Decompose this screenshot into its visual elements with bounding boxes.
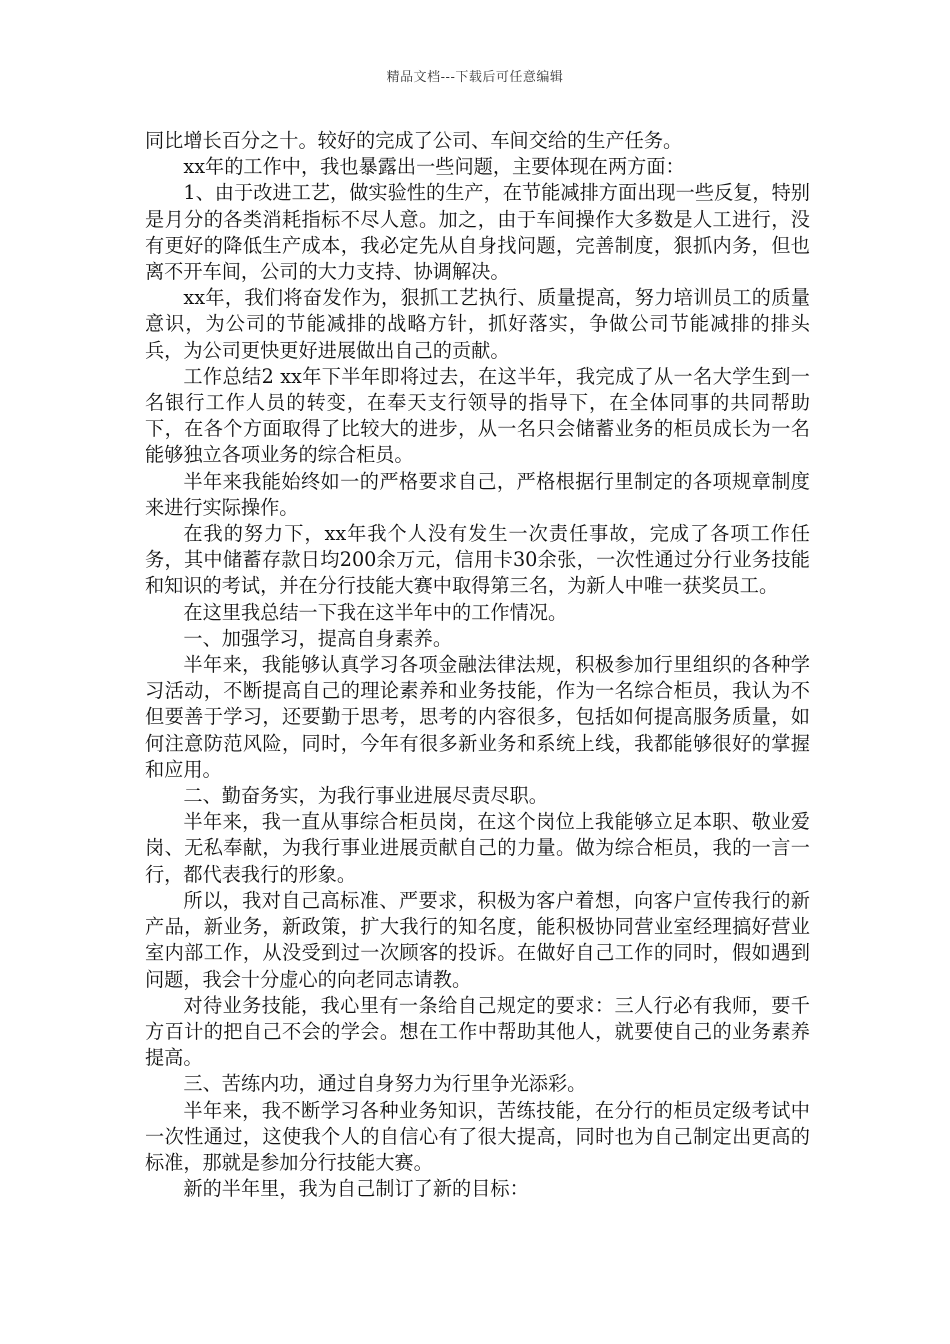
- paragraph-12: 半年来，我一直从事综合柜员岗，在这个岗位上我能够立足本职、敬业爱岗、无私奉献，为我行事业进展贡献自己的力量。做为综合柜员，我的一言一行，都代表我行的形象。: [145, 810, 810, 886]
- paragraph-8: 在这里我总结一下我在这半年中的工作情况。: [183, 600, 568, 624]
- section-heading-3: 三、苦练内功，通过自身努力为行里争光添彩。: [183, 1072, 587, 1096]
- paragraph-1: 同比增长百分之十。较好的完成了公司、车间交给的生产任务。: [145, 129, 683, 152]
- paragraph-2: xx年的工作中，我也暴露出一些问题，主要体现在两方面：: [183, 155, 685, 179]
- paragraph-13: 所以，我对自己高标准、严要求，积极为客户着想，向客户宣传我行的新产品，新业务，新政策，扩大我行的知名度，能积极协同营业室经理搞好营业室内部工作，从没受到过一次顾客的投诉。在做好自己工作的同时，假如遇到问题，我会十分虚心的向老同志请教。: [145, 888, 810, 991]
- paragraph-4: xx年，我们将奋发作为，狠抓工艺执行、质量提高，努力培训员工的质量意识，为公司的节能减排的战略方针，抓好落实，争做公司节能减排的排头兵，为公司更快更好进展做出自己的贡献。: [145, 286, 810, 362]
- paragraph-5: 工作总结2 xx年下半年即将过去，在这半年，我完成了从一名大学生到一名银行工作人员的转变，在奉天支行领导的指导下，在全体同事的共同帮助下，在各个方面取得了比较大的进步，从一名只会储蓄业务的柜员成长为一名能够独立各项业务的综合柜员。: [145, 364, 810, 467]
- document-body: [145, 128, 810, 1202]
- paragraph-7: 在我的努力下，xx年我个人没有发生一次责任事故，完成了各项工作任务，其中储蓄存款日均200余万元，信用卡30余张，一次性通过分行业务技能和知识的考试，并在分行技能大赛中取得第三名，为新人中唯一获奖员工。: [145, 522, 810, 598]
- paragraph-3: 1、由于改进工艺，做实验性的生产，在节能减排方面出现一些反复，特别是月分的各类消耗指标不尽人意。加之，由于车间操作大多数是人工进行，没有更好的降低生产成本，我必定先从自身找问题，完善制度，狠抓内务，但也离不开车间，公司的大力支持、协调解决。: [145, 181, 810, 284]
- paragraph-10: 半年来，我能够认真学习各项金融法律法规，积极参加行里组织的各种学习活动，不断提高自己的理论素养和业务技能，作为一名综合柜员，我认为不但要善于学习，还要勤于思考，思考的内容很多，包括如何提高服务质量，如何注意防范风险，同时，今年有很多新业务和系统上线，我都能够很好的掌握和应用。: [145, 653, 810, 781]
- paragraph-17: 新的半年里，我为自己制订了新的目标：: [183, 1177, 529, 1201]
- paragraph-16: 半年来，我不断学习各种业务知识，苦练技能，在分行的柜员定级考试中一次性通过，这使我个人的自信心有了很大提高，同时也为自己制定出更高的标准，那就是参加分行技能大赛。: [145, 1098, 810, 1174]
- paragraph-6: 半年来我能始终如一的严格要求自己，严格根据行里制定的各项规章制度来进行实际操作。: [145, 469, 810, 519]
- page-header: 精品文档---下载后可任意编辑: [386, 70, 564, 85]
- section-heading-2: 二、勤奋务实，为我行事业进展尽责尽职。: [183, 784, 548, 808]
- section-heading-1: 一、加强学习，提高自身素养。: [183, 626, 453, 650]
- paragraph-14: 对待业务技能，我心里有一条给自己规定的要求：三人行必有我师，要千方百计的把自己不会的学会。想在工作中帮助其他人，就要使自己的业务素养提高。: [145, 993, 810, 1070]
